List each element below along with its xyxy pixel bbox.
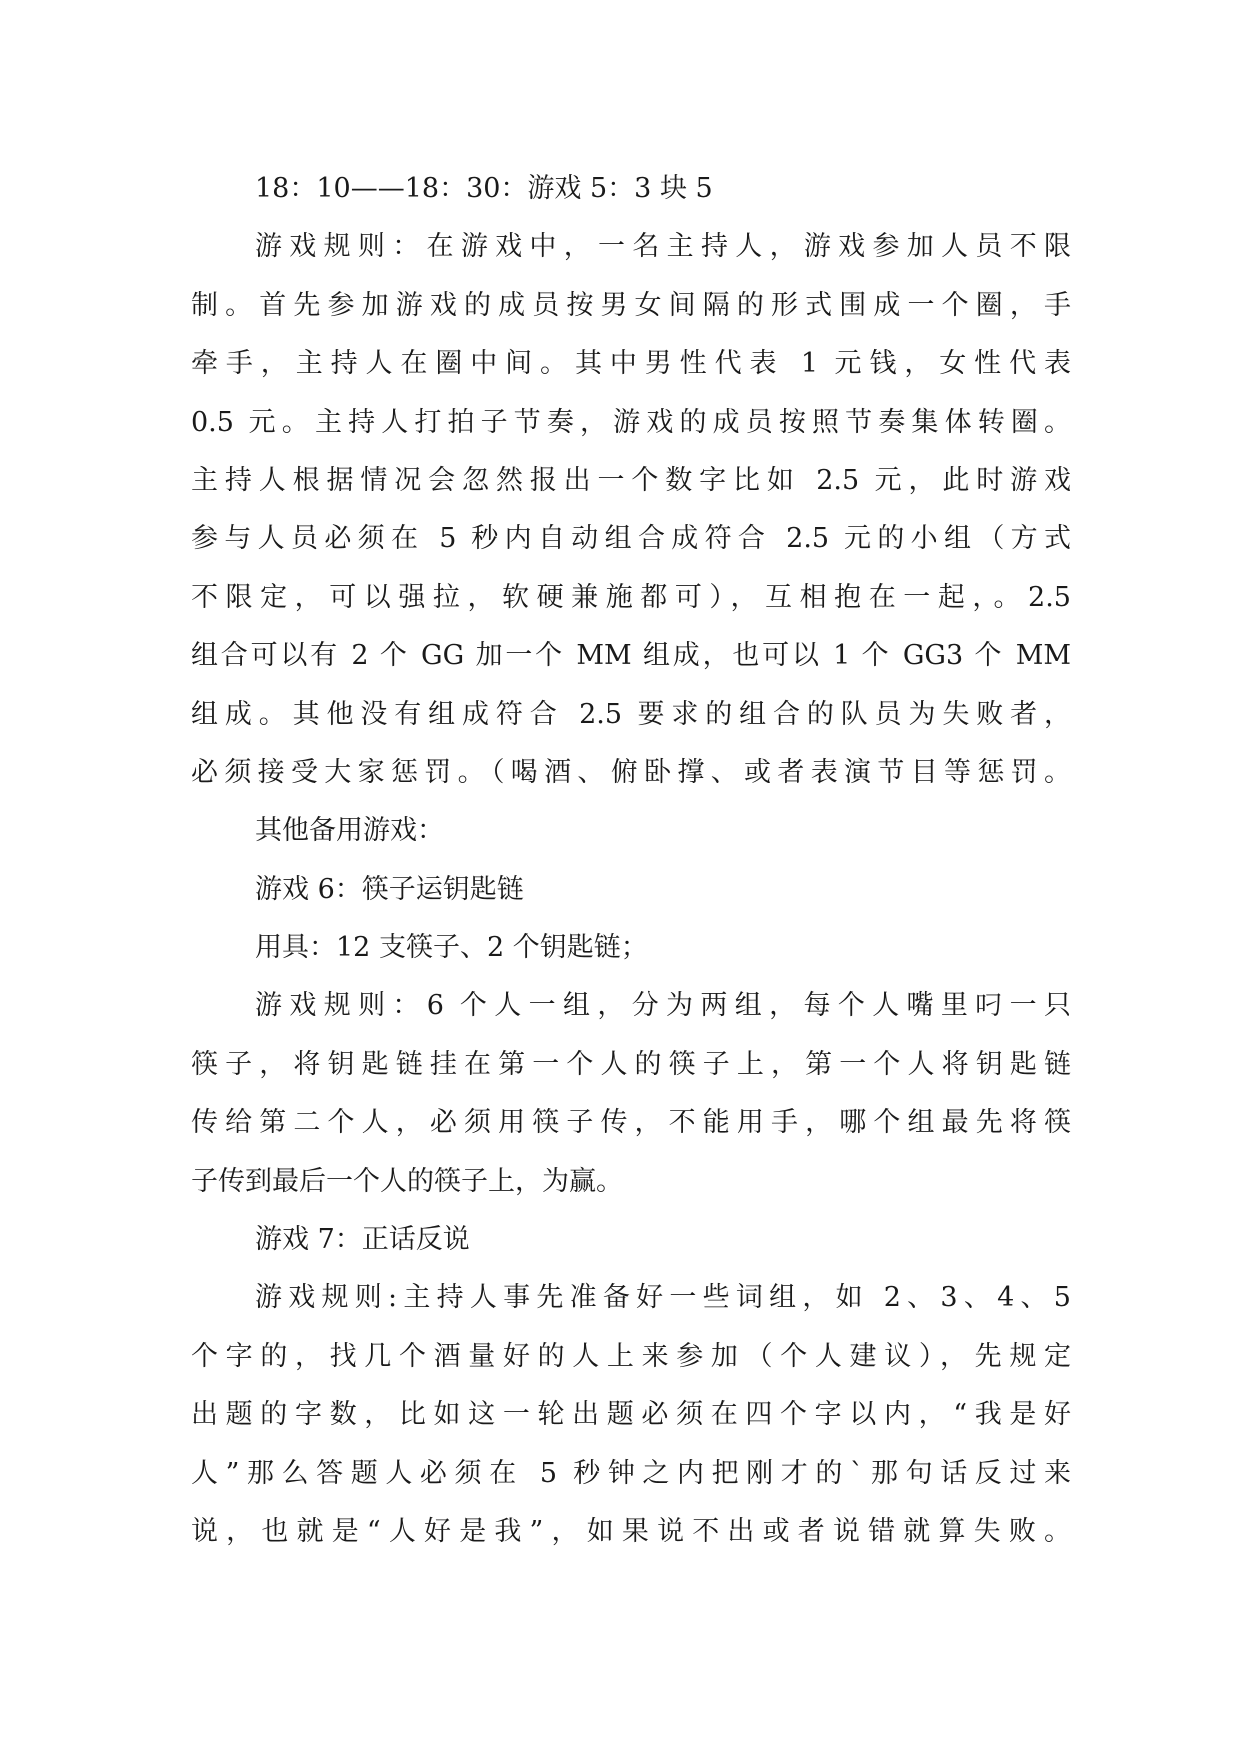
text-line: 参与人员必须在 5 秒内自动组合成符合 2.5 元的小组（方式: [191, 523, 1071, 555]
text-line: 0.5 元。主持人打拍子节奏，游戏的成员按照节奏集体转圈。: [191, 406, 1071, 438]
paragraph-game6-rules: [191, 977, 1071, 1211]
text-line: 游戏 7：正话反说: [255, 1224, 470, 1256]
text-line: 个字的，找几个酒量好的人上来参加（个人建议），先规定: [191, 1340, 1071, 1372]
paragraph-game6-tools: [191, 919, 1071, 977]
text-line: 传给第二个人，必须用筷子传，不能用手，哪个组最先将筷: [191, 1107, 1071, 1139]
paragraph-game6-heading: [191, 861, 1071, 919]
text-line: 筷子，将钥匙链挂在第一个人的筷子上，第一个人将钥匙链: [191, 1048, 1071, 1080]
paragraph-backup-games-heading: [191, 802, 1071, 860]
text-line: 其他备用游戏：: [255, 815, 444, 847]
text-line: 出题的字数，比如这一轮出题必须在四个字以内，“我是好: [191, 1399, 1071, 1431]
text-line: 组合可以有 2 个 GG 加一个 MM 组成，也可以 1 个 GG3 个 MM: [191, 640, 1071, 672]
paragraph-game7-rules: [191, 1269, 1071, 1561]
text-line: 游戏规则：在游戏中，一名主持人，游戏参加人员不限: [255, 231, 1071, 263]
text-line: 18：10——18：30：游戏 5：3 块 5: [255, 173, 713, 204]
text-line: 主持人根据情况会忽然报出一个数字比如 2.5 元，此时游戏: [191, 464, 1071, 496]
text-line: 人”那么答题人必须在 5 秒钟之内把刚才的`那句话反过来: [191, 1457, 1071, 1489]
text-line: 制。首先参加游戏的成员按男女间隔的形式围成一个圈，手: [191, 289, 1071, 321]
document-body: [191, 160, 1071, 1561]
text-line: 牵手，主持人在圈中间。其中男性代表 1 元钱，女性代表: [191, 348, 1071, 380]
text-line: 子传到最后一个人的筷子上，为赢。: [191, 1165, 623, 1197]
paragraph-game5-heading: [191, 160, 1071, 218]
text-line: 组成。其他没有组成符合 2.5 要求的组合的队员为失败者，: [191, 698, 1071, 730]
text-line: 游戏规则：6 个人一组，分为两组，每个人嘴里叼一只: [255, 990, 1071, 1022]
paragraph-game7-heading: [191, 1211, 1071, 1269]
text-line: 用具：12 支筷子、2 个钥匙链；: [255, 932, 648, 964]
text-line: 游戏规则:主持人事先准备好一些词组，如 2、3、4、5: [255, 1282, 1071, 1314]
text-line: 说，也就是“人好是我”，如果说不出或者说错就算失败。: [191, 1515, 1071, 1547]
text-line: 不限定，可以强拉，软硬兼施都可），互相抱在一起，。2.5: [191, 581, 1071, 613]
text-line: 游戏 6：筷子运钥匙链: [255, 873, 524, 905]
text-line: 必须接受大家惩罚。（喝酒、俯卧撑、或者表演节目等惩罚。: [191, 756, 1071, 788]
paragraph-game5-rules: [191, 218, 1071, 802]
